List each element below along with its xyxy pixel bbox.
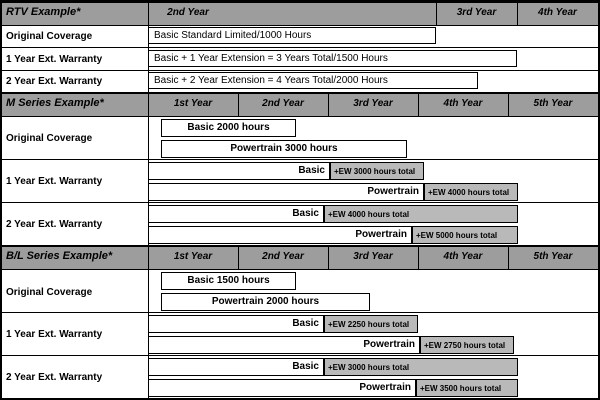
bl-year-5: 5th Year: [533, 251, 573, 262]
bl-ew-1-0: [324, 315, 418, 333]
m-bar-0-0: [161, 119, 296, 137]
m-bar-text-2-0: Basic: [292, 208, 319, 219]
bl-bar-text-2-1: Powertrain: [359, 382, 411, 393]
bl-bar-text-1-1: Powertrain: [363, 339, 415, 350]
rtv-row-label-1: 1 Year Ext. Warranty: [6, 54, 103, 65]
m-bar-text-0-0: Basic 2000 hours: [187, 122, 270, 133]
bl-ew-1-1: [420, 336, 514, 354]
bl-bar-0-0: [161, 272, 296, 290]
m-bar-1-1: [148, 183, 424, 201]
divider: [2, 202, 598, 203]
m-bar-2-0: [148, 205, 324, 223]
rtv-bar-0: [148, 27, 436, 44]
rtv-year-4: 4th Year: [538, 7, 577, 18]
rtv-bar-text-0: Basic Standard Limited/1000 Hours: [154, 29, 312, 41]
m-bar-0-1: [161, 140, 407, 158]
m-row-label-0: Original Coverage: [6, 133, 93, 144]
m-bar-1-0: [148, 162, 330, 180]
m-year-5: 5th Year: [533, 98, 573, 109]
rtv-bar-2: [148, 72, 478, 89]
bl-bar-text-1-0: Basic: [292, 318, 319, 329]
bl-year-4: 4th Year: [443, 251, 483, 262]
bl-row-label-0: Original Coverage: [6, 287, 93, 298]
m-ew-text-2-1: +EW 5000 hours total: [416, 230, 498, 240]
divider: [2, 312, 598, 313]
bl-ew-text-1-1: +EW 2750 hours total: [424, 340, 506, 350]
rtv-bar-1: [148, 50, 517, 67]
bl-series-title: B/L Series Example*: [6, 250, 113, 262]
m-bar-text-0-1: Powertrain 3000 hours: [230, 143, 338, 154]
rtv-row-label-2: 2 Year Ext. Warranty: [6, 76, 103, 87]
rtv-bar-text-1: Basic + 1 Year Extension = 3 Years Total/1500 Hours: [154, 52, 388, 64]
bl-bar-text-0-0: Basic 1500 hours: [187, 275, 270, 286]
bl-year-1: 1st Year: [173, 251, 213, 262]
m-year-1: 1st Year: [173, 98, 213, 109]
bl-row-label-1: 1 Year Ext. Warranty: [6, 329, 103, 340]
bl-series-header-row: [2, 246, 598, 270]
bl-bar-2-1: [148, 379, 416, 397]
bl-ew-2-1: [416, 379, 518, 397]
rtv-row-label-0: Original Coverage: [6, 31, 93, 42]
bl-row-label-2: 2 Year Ext. Warranty: [6, 372, 103, 383]
divider: [2, 159, 598, 160]
m-ew-text-1-0: +EW 3000 hours total: [334, 166, 416, 176]
bl-bar-text-0-1: Powertrain 2000 hours: [211, 296, 320, 307]
rtv-header-row: [2, 2, 598, 26]
divider: [2, 70, 598, 71]
bl-ew-text-1-0: +EW 2250 hours total: [328, 319, 410, 329]
rtv-year-3: 3rd Year: [456, 7, 497, 18]
m-year-4: 4th Year: [443, 98, 483, 109]
bl-ew-text-2-0: +EW 3000 hours total: [328, 362, 410, 372]
m-bar-text-1-1: Powertrain: [367, 186, 419, 197]
m-year-3: 3rd Year: [353, 98, 393, 109]
m-bar-2-1: [148, 226, 412, 244]
m-ew-2-1: [412, 226, 518, 244]
m-ew-2-0: [324, 205, 518, 223]
m-series-header-row: [2, 93, 598, 117]
bl-year-2: 2nd Year: [262, 251, 304, 262]
divider: [2, 47, 598, 48]
rtv-bar-text-2: Basic + 2 Year Extension = 4 Years Total/2000 Hours: [154, 74, 388, 86]
m-ew-text-2-0: +EW 4000 hours total: [328, 209, 410, 219]
divider: [2, 355, 598, 356]
bl-year-3: 3rd Year: [353, 251, 393, 262]
rtv-title: RTV Example*: [6, 6, 81, 18]
bl-bar-1-0: [148, 315, 324, 333]
m-row-label-1: 1 Year Ext. Warranty: [6, 176, 103, 187]
m-ew-1-1: [424, 183, 518, 201]
bl-bar-1-1: [148, 336, 420, 354]
bl-bar-2-0: [148, 358, 324, 376]
m-bar-text-2-1: Powertrain: [355, 229, 407, 240]
bl-bar-0-1: [161, 293, 370, 311]
m-ew-1-0: [330, 162, 424, 180]
bl-bar-text-2-0: Basic: [292, 361, 319, 372]
m-row-label-2: 2 Year Ext. Warranty: [6, 219, 103, 230]
bl-ew-text-2-1: +EW 3500 hours total: [420, 383, 502, 393]
m-ew-text-1-1: +EW 4000 hours total: [428, 187, 510, 197]
m-year-2: 2nd Year: [262, 98, 304, 109]
m-bar-text-1-0: Basic: [298, 165, 325, 176]
rtv-year-2: 2nd Year: [167, 7, 209, 18]
m-series-title: M Series Example*: [6, 97, 104, 109]
bl-ew-2-0: [324, 358, 518, 376]
